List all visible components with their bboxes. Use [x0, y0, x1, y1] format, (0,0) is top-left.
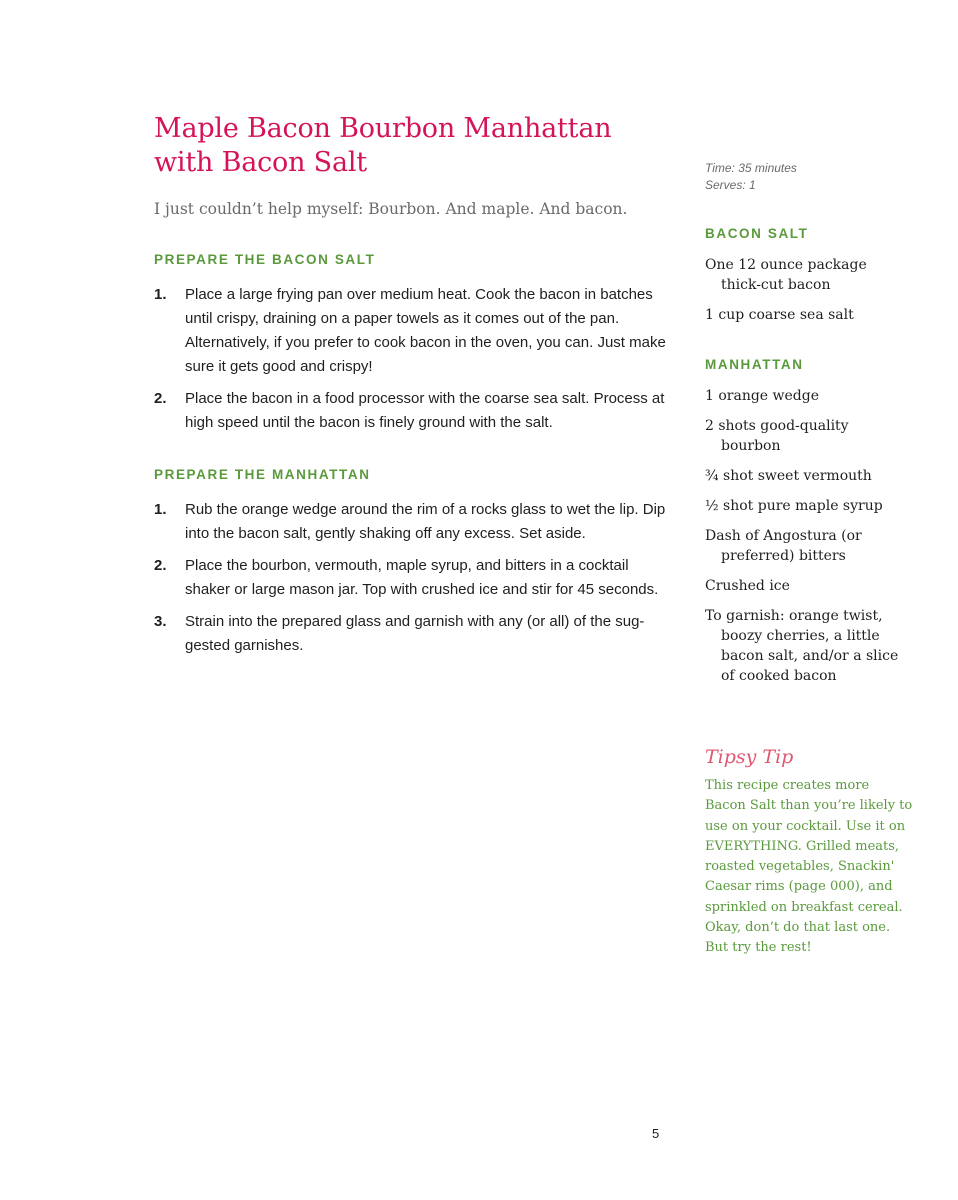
- ingredient-item: 2 shots good-quality bourbon: [705, 418, 849, 454]
- ingredients-heading-manhattan: MANHATTAN: [705, 357, 804, 372]
- step-text: Place the bourbon, vermouth, maple syrup, and bitters in a cocktail shaker or large mason jar. Top with crushed ice and stir for 45 seconds.: [185, 557, 659, 598]
- recipe-time: Time: 35 minutes: [705, 161, 797, 175]
- tip-line: EVERYTHING. Grilled meats,: [705, 838, 900, 854]
- recipe-meta: [705, 160, 797, 194]
- ingredient-item: ¾ shot sweet vermouth: [705, 468, 872, 484]
- step-number: 3.: [154, 613, 167, 630]
- step-item: [154, 610, 676, 658]
- section-heading-bacon-salt: PREPARE THE BACON SALT: [154, 252, 376, 267]
- step-text: Rub the orange wedge around the rim of a rocks glass to wet the lip. Dip into the bacon salt, gently shaking off any excess. Set aside.: [185, 501, 666, 542]
- ingredient-item: One 12 ounce package thick-cut bacon: [705, 257, 867, 293]
- recipe-title-line-2: with Bacon Salt: [154, 147, 367, 178]
- recipe-title-line-1: Maple Bacon Bourbon Manhattan: [154, 113, 612, 144]
- recipe-intro: I just couldn’t help myself: Bourbon. And maple. And bacon.: [154, 200, 628, 218]
- tip-line: sprinkled on breakfast cereal.: [705, 899, 903, 915]
- tip-body: [705, 776, 913, 959]
- step-number: 1.: [154, 286, 167, 303]
- step-item: [154, 498, 676, 546]
- tip-line: Caesar rims (page 000), and: [705, 879, 893, 895]
- step-item: [154, 283, 676, 379]
- bacon-salt-steps: [154, 283, 676, 443]
- ingredients-heading-bacon-salt: BACON SALT: [705, 226, 809, 241]
- recipe-serves: Serves: 1: [705, 178, 756, 192]
- tip-line: Okay, don’t do that last one.: [705, 920, 891, 936]
- recipe-title: [154, 112, 654, 180]
- step-number: 1.: [154, 501, 167, 518]
- ingredient-item: To garnish: orange twist, boozy cherries, a little bacon salt, and/or a slice of cooked bacon: [705, 608, 899, 684]
- ingredient-item: Dash of Angostura (or preferred) bitters: [705, 528, 862, 564]
- step-item: [154, 387, 676, 435]
- step-number: 2.: [154, 557, 167, 574]
- ingredient-item: 1 cup coarse sea salt: [705, 307, 854, 323]
- step-number: 2.: [154, 390, 167, 407]
- step-text: Place the bacon in a food processor with the coarse sea salt. Process at high speed until the bacon is finely ground with the salt.: [185, 390, 665, 431]
- tip-line: This recipe creates more: [705, 778, 870, 793]
- section-heading-manhattan: PREPARE THE MANHATTAN: [154, 467, 371, 482]
- ingredient-item: ½ shot pure maple syrup: [705, 498, 883, 514]
- ingredients-bacon-salt: [705, 255, 910, 335]
- tip-title: Tipsy Tip: [705, 746, 794, 768]
- ingredient-item: Crushed ice: [705, 578, 790, 594]
- ingredient-item: 1 orange wedge: [705, 388, 820, 404]
- step-text: Place a large frying pan over medium heat. Cook the bacon in batches until crispy, draining on a paper towels as it comes out of the pan. Alternatively, if you prefer to cook bacon in the oven, you can. Just make sure it gets good and crispy!: [185, 286, 666, 375]
- tip-line: Bacon Salt than you’re likely to: [705, 798, 913, 814]
- tip-line: use on your cocktail. Use it on: [705, 818, 906, 834]
- step-text: Strain into the prepared glass and garnish with any (or all) of the sug-gested garnishes.: [185, 613, 645, 654]
- manhattan-steps: [154, 498, 676, 666]
- tip-line: roasted vegetables, Snackin': [705, 859, 895, 875]
- ingredients-manhattan: [705, 386, 910, 696]
- tip-line: But try the rest!: [705, 940, 812, 956]
- step-item: [154, 554, 676, 602]
- page-number: 5: [652, 1126, 660, 1141]
